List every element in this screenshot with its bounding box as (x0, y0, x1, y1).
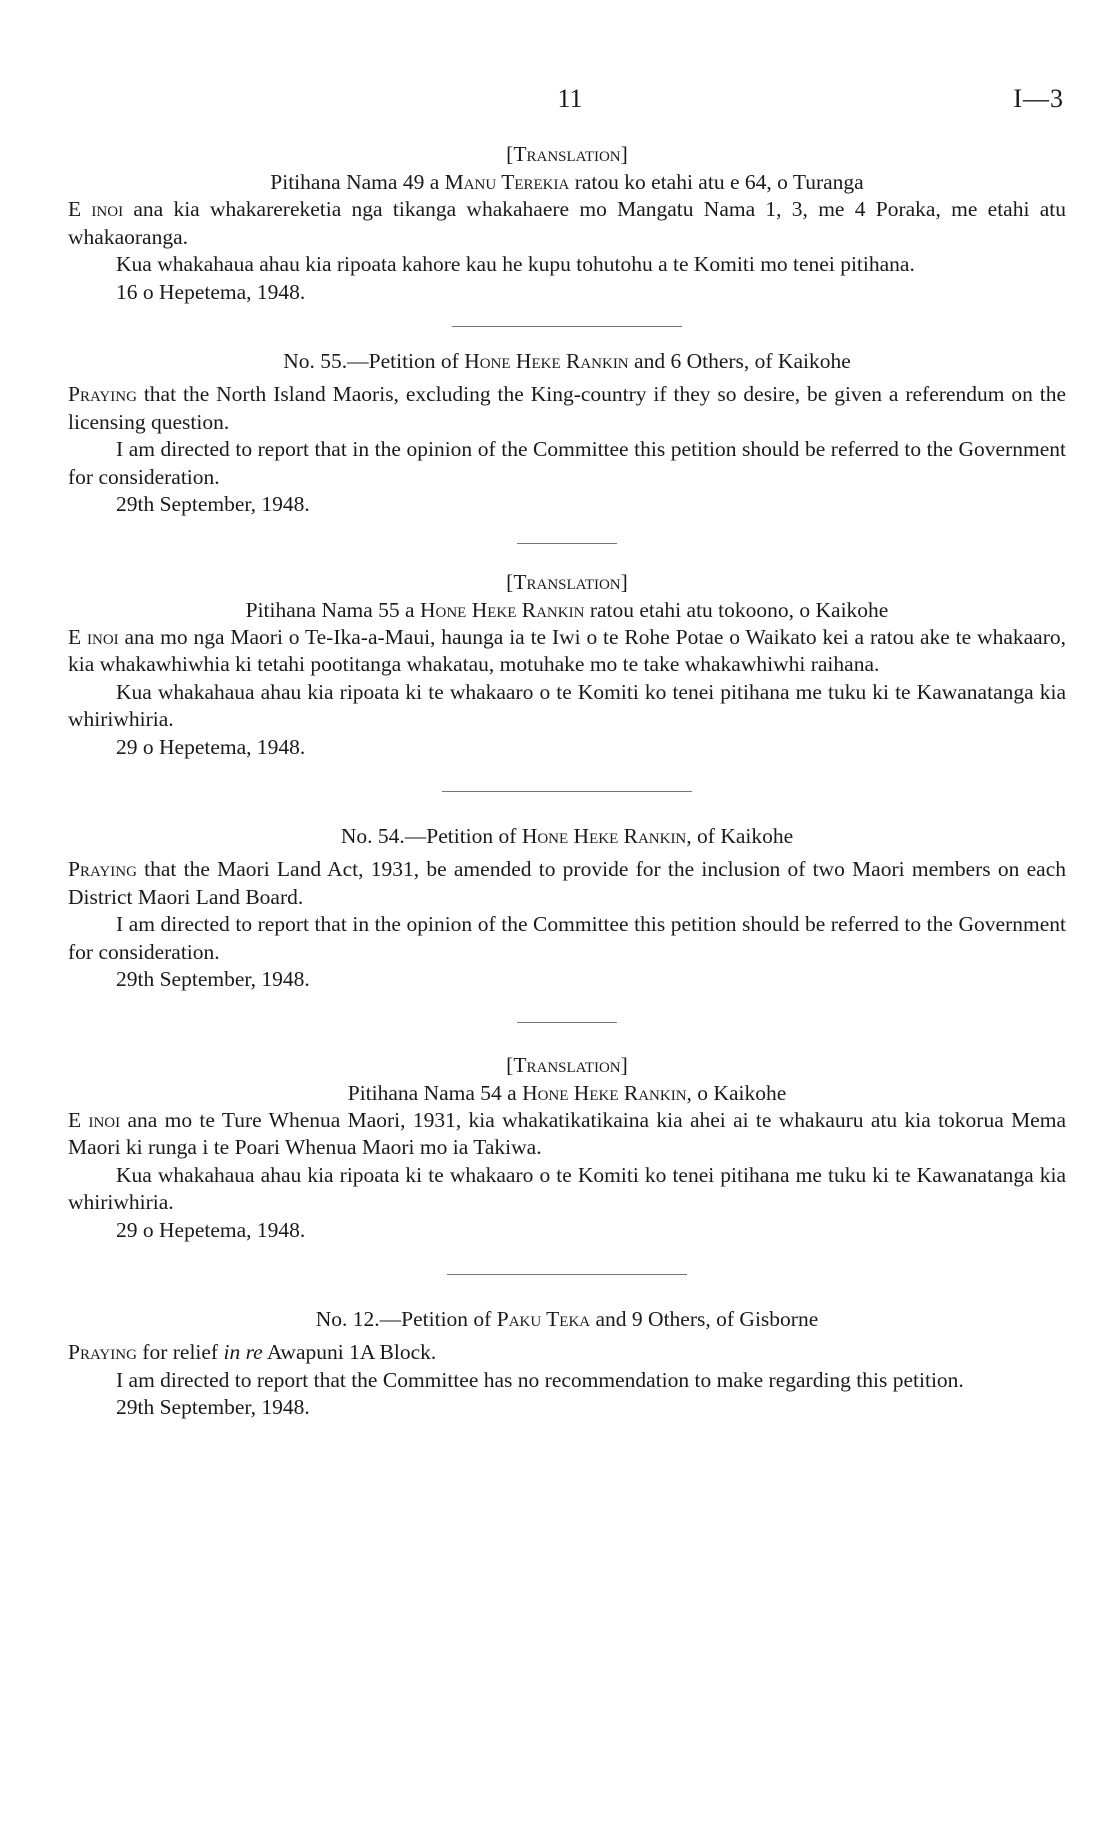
date-line: 29th September, 1948. (116, 492, 310, 516)
translation-label: [Translation] (506, 569, 628, 594)
page-content (68, 140, 1066, 1422)
date-line: 29 o Hepetema, 1948. (116, 1217, 306, 1242)
report-paragraph: I am directed to report that the Committee has no recommendation to make regarding this petition. (116, 1367, 964, 1392)
report-paragraph: Kua whakahaua ahau kia ripoata ki te whakaaro o te Komiti ko tenei pitihana me tuku ki te Kawanatanga kia whiriwhiria. (68, 1162, 1066, 1214)
body-paragraph: E inoi ana mo nga Maori o Te-Ika-a-Maui, haunga ia te Iwi o te Rohe Potae o Waikato kei a ratou ake te whakaaro, kia whakawhiwhia ki tetahi pootitanga whakatau, motuhake mo te take whakawhiwhi raihana. (68, 624, 1066, 676)
translation-label: [Translation] (506, 1052, 628, 1077)
body-paragraph: E inoi ana kia whakarereketia nga tikanga whakahaere mo Mangatu Nama 1, 3, me 4 Poraka, me etahi atu whakaoranga. (68, 197, 1066, 249)
petition-54 (68, 822, 1066, 994)
body-paragraph: Praying for relief in re Awapuni 1A Block. (68, 1340, 437, 1364)
section-heading: Pitihana Nama 54 a Hone Heke Rankin, o Kaikohe (347, 1080, 787, 1105)
section-heading: No. 12.—Petition of Paku Teka and 9 Others, of Gisborne (315, 1307, 819, 1331)
report-paragraph: Kua whakahaua ahau kia ripoata ki te whakaaro o te Komiti ko tenei pitihana me tuku ki te Kawanatanga kia whiriwhiria. (68, 679, 1066, 731)
translation-petition-49 (68, 140, 1066, 306)
translation-petition-54 (68, 1051, 1066, 1245)
report-paragraph: I am directed to report that in the opinion of the Committee this petition should be referred to the Government for consideration. (68, 437, 1066, 489)
section-divider (517, 1022, 617, 1023)
report-paragraph: Kua whakahaua ahau kia ripoata kahore kau he kupu tohutohu a te Komiti mo tenei pitihana. (116, 252, 915, 276)
body-paragraph: Praying that the North Island Maoris, excluding the King-country if they so desire, be given a referendum on the licensing question. (68, 382, 1066, 434)
body-paragraph: E inoi ana mo te Ture Whenua Maori, 1931, kia whakatikatikaina kia ahei ai te whakauru atu kia tokorua Mema Maori ki runga i te Poari Whenua Maori mo ia Takiwa. (68, 1107, 1066, 1159)
date-line: 16 o Hepetema, 1948. (116, 279, 306, 304)
report-paragraph: I am directed to report that in the opinion of the Committee this petition should be referred to the Government for consideration. (68, 912, 1066, 964)
section-divider (447, 1274, 687, 1275)
section-heading: No. 54.—Petition of Hone Heke Rankin, of Kaikohe (340, 824, 794, 848)
section-heading: Pitihana Nama 55 a Hone Heke Rankin ratou etahi atu tokoono, o Kaikohe (245, 597, 889, 622)
page-number: 11 (557, 84, 583, 113)
body-paragraph: Praying that the Maori Land Act, 1931, be amended to provide for the inclusion of two Maori members on each District Maori Land Board. (68, 857, 1066, 909)
section-divider (452, 326, 682, 327)
petition-55 (68, 347, 1066, 519)
translation-petition-55 (68, 568, 1066, 762)
section-divider (517, 543, 617, 544)
document-reference: I—3 (1013, 84, 1064, 113)
section-heading: No. 55.—Petition of Hone Heke Rankin and 6 Others, of Kaikohe (283, 349, 851, 373)
petition-12 (68, 1305, 1066, 1422)
date-line: 29 o Hepetema, 1948. (116, 734, 306, 759)
section-heading: Pitihana Nama 49 a Manu Terekia ratou ko etahi atu e 64, o Turanga (270, 170, 864, 194)
date-line: 29th September, 1948. (116, 1395, 310, 1419)
section-divider (442, 791, 692, 792)
date-line: 29th September, 1948. (116, 967, 310, 991)
translation-label: [Translation] (506, 142, 628, 166)
